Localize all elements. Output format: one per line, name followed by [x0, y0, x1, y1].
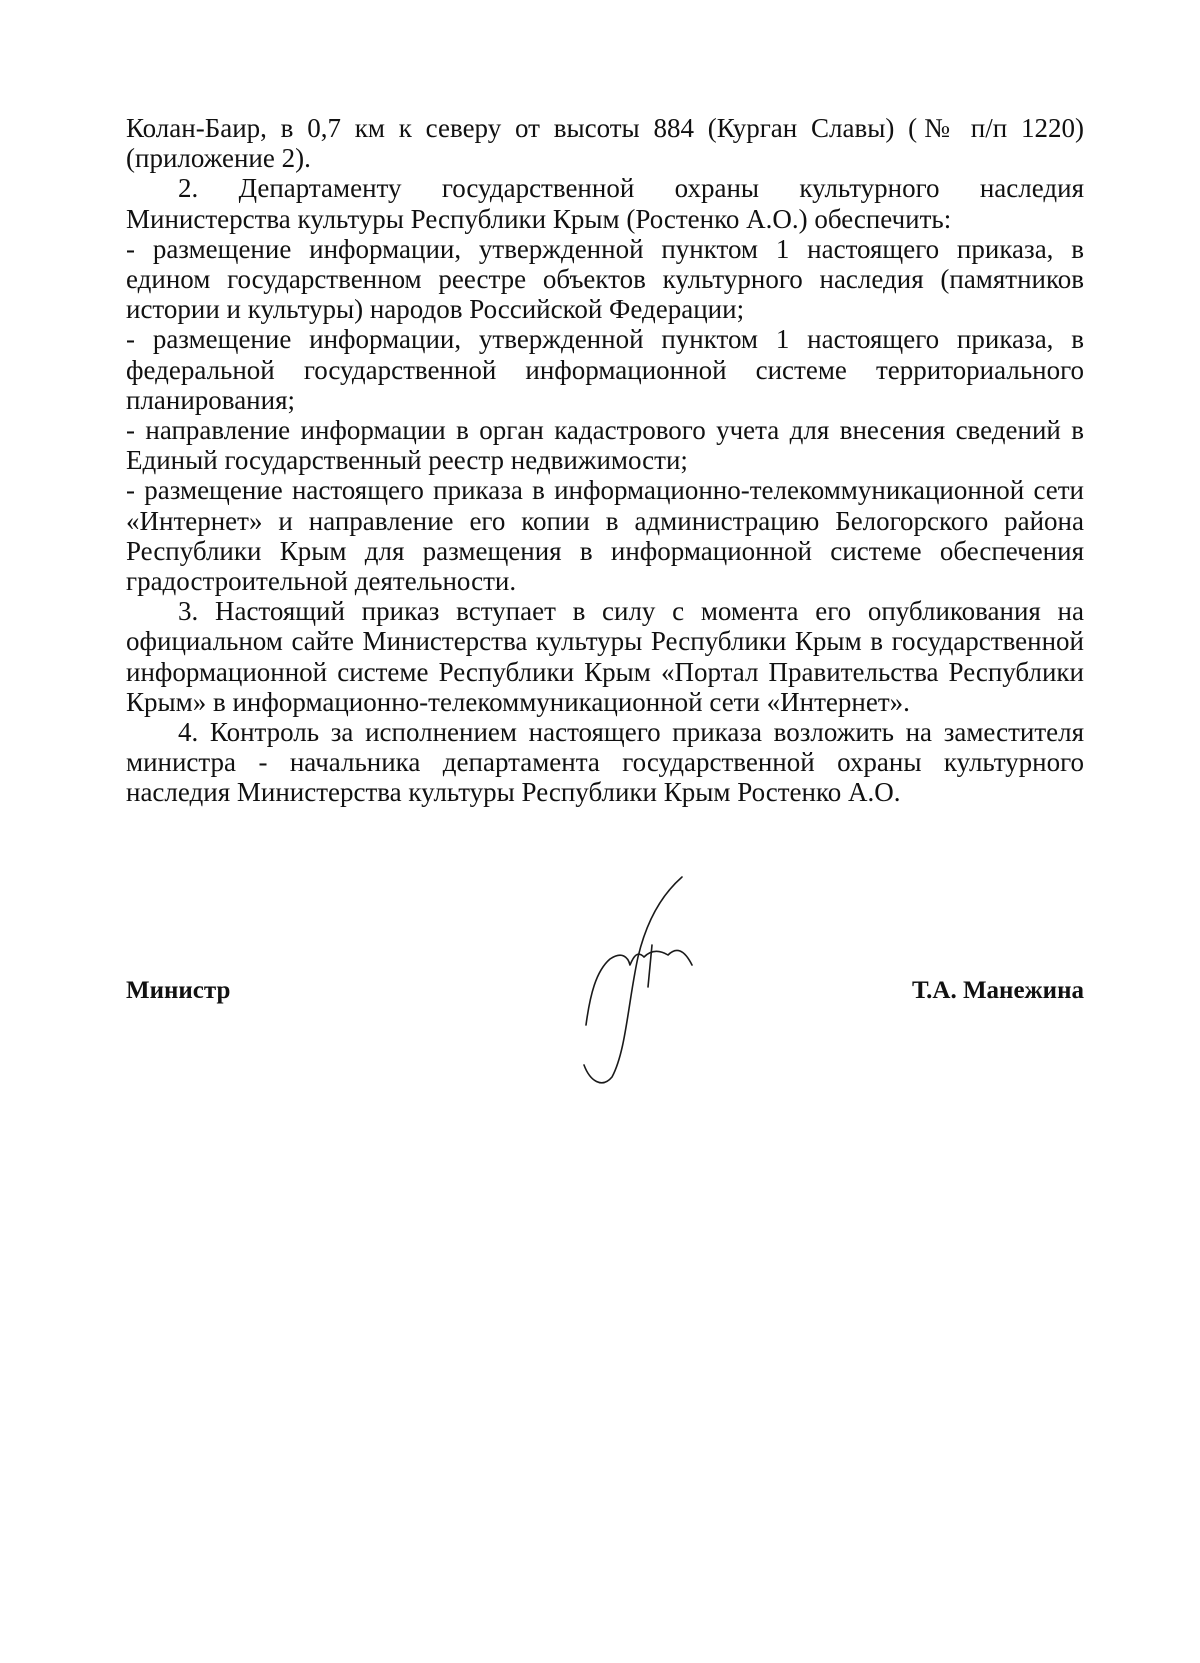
list-item-planning-system: - размещение информации, утвержденной пунктом 1 настоящего приказа, в федеральной государственной информационной системе территориального планирования;: [126, 324, 1084, 415]
paragraph-item-2: 2. Департаменту государственной охраны культурного наследия Министерства культуры Республики Крым (Ростенко А.О.) обеспечить:: [126, 173, 1084, 234]
paragraph-item-3: 3. Настоящий приказ вступает в силу с момента его опубликования на официальном сайте Министерства культуры Республики Крым в государственной информационной системе Республики Крым «Портал Правительства Республики Крым» в информационно-телекоммуникационной сети «Интернет».: [126, 596, 1084, 717]
paragraph-item-4: 4. Контроль за исполнением настоящего приказа возложить на заместителя министра - начальника департамента государственной охраны культурного наследия Министерства культуры Республики Крым Ростенко А.О.: [126, 717, 1084, 808]
paragraph-continuation: Колан-Баир, в 0,7 км к северу от высоты 884 (Курган Славы) (№ п/п 1220) (приложение 2).: [126, 113, 1084, 174]
list-item-registry: - размещение информации, утвержденной пунктом 1 настоящего приказа, в едином государственном реестре объектов культурного наследия (памятников истории и культуры) народов Российской Федерации;: [126, 233, 1084, 325]
list-item-internet: - размещение настоящего приказа в информационно-телекоммуникационной сети «Интернет» и направление его копии в администрацию Белогорского района Республики Крым для размещения в информационной системе обеспечения градостроительной деятельности.: [126, 475, 1084, 597]
signatory-title: Министр: [126, 977, 231, 1004]
signatory-name: Т.А. Манежина: [911, 977, 1084, 1004]
list-item-cadastral: - направление информации в орган кадастрового учета для внесения сведений в Единый государственный реестр недвижимости;: [126, 415, 1084, 476]
document-body: [126, 113, 1084, 808]
handwritten-signature: [582, 875, 732, 1095]
